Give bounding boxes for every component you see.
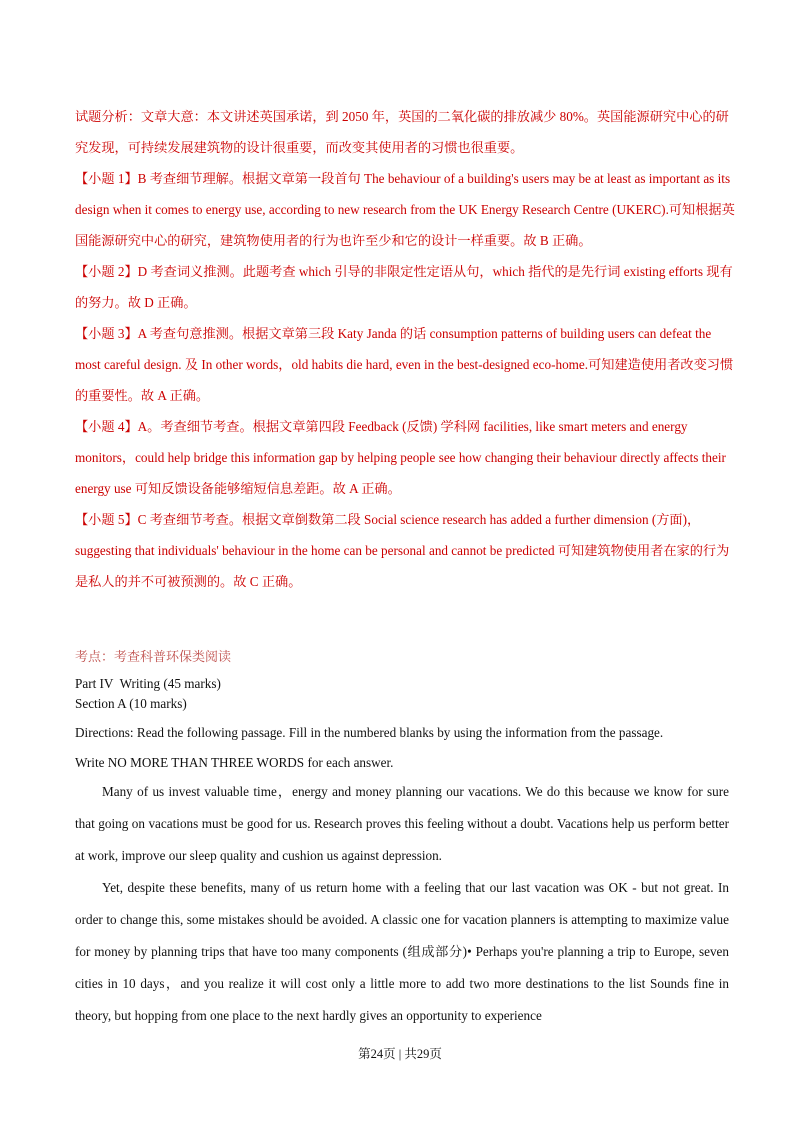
analysis-question-2: 【小题 2】D 考查词义推测。此题考查 which 引导的非限定性定语从句，which 指代的是先行词 existing efforts 现有的努力。故 D 正确。 [75,264,733,310]
analysis-intro: 试题分析：文章大意：本文讲述英国承诺，到 2050 年，英国的二氧化碳的排放减少 80%。英国能源研究中心的研究发现，可持续发展建筑物的设计很重要，而改变其使用者的习惯也很重要。 [75,109,729,155]
passage-paragraph-1: Many of us invest valuable time，energy and money planning our vacations. We do this because we know for sure that going on vacations must be good for us. Research proves this feeling without a doubt. Vacations help us perform better at work, improve our sleep quality and cushion us against depression. [75,784,729,863]
analysis-question-5: 【小题 5】C 考查细节考查。根据文章倒数第二段 Social science research has added a further dimension (方面)，suggesting that individuals' behaviour in the home can be personal and cannot be predicted 可知建筑物使用者在家的行为是私人的并不可被预测的。故 C 正确。 [75,512,730,589]
analysis-question-4: 【小题 4】A。考查细节考查。根据文章第四段 Feedback (反馈) 学科网 facilities, like smart meters and energy monitors，could help bridge this information gap by helping people see how changing their behaviour directly affects their energy use 可知反馈设备能够缩短信息差距。故 A 正确。 [75,419,726,496]
page-footer: 第24页 | 共29页 [358,1047,442,1061]
directions [75,718,729,778]
part-title: Part IV Writing (45 marks) [75,676,221,691]
passage-paragraph-2: Yet, despite these benefits, many of us return home with a feeling that our last vacation was OK - but not great. In order to change this, some mistakes should be avoided. A classic one for vacation planners is attempting to maximize value for money by planning trips that have too many components (组成部分)• Perhaps you're planning a trip to Europe, seven cities in 10 days，and you realize it will cost only a little more to add two more destinations to the list Sounds fine in theory, but hopping from one place to the next hardly gives an opportunity to experience [75,880,729,1023]
analysis-question-1: 【小题 1】B 考查细节理解。根据文章第一段首句 The behaviour of a building's users may be at least as important as its design when it comes to energy use, according to new research from the UK Energy Research Centre (UKERC).可知根据英国能源研究中心的研究，建筑物使用者的行为也许至少和它的设计一样重要。故 B 正确。 [75,171,735,248]
directions-line-1: Directions: Read the following passage. Fill in the numbered blanks by using the information from the passage. [75,725,664,740]
directions-line-2: Write NO MORE THAN THREE WORDS for each answer. [75,755,394,770]
section-title: Section A (10 marks) [75,696,187,711]
analysis-section [75,101,735,597]
analysis-question-3: 【小题 3】A 考查句意推测。根据文章第三段 Katy Janda 的话 consumption patterns of building users can defeat the most careful design. 及 In other words，old habits die hard, even in the best-designed eco-home.可知建造使用者改变习惯的重要性。故 A 正确。 [75,326,734,403]
part-header [75,674,729,714]
kaodian-label: 考点：考查科普环保类阅读 [75,649,232,664]
